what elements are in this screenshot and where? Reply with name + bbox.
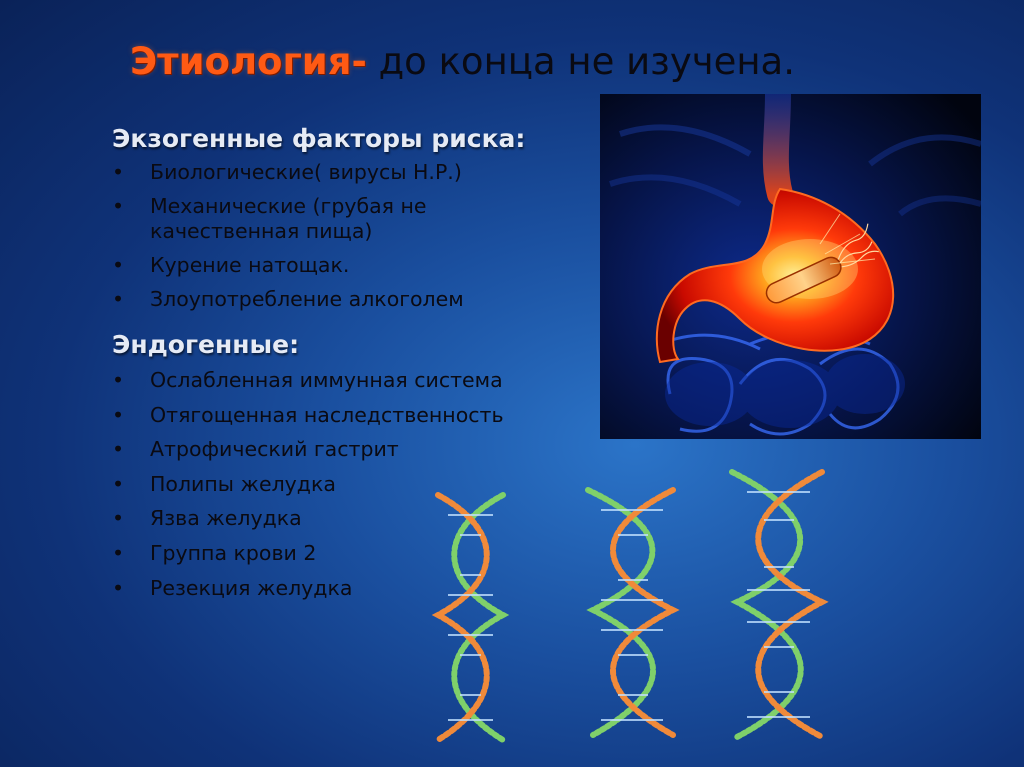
slide-title bbox=[130, 38, 795, 86]
stomach-icon bbox=[600, 94, 981, 439]
dna-illustration bbox=[573, 480, 693, 750]
bullet: • bbox=[112, 160, 125, 184]
list-item-text: Группа крови 2 bbox=[150, 540, 317, 565]
bullet: • bbox=[112, 253, 125, 277]
dna-helix-icon bbox=[573, 480, 693, 750]
dna-illustration bbox=[408, 470, 533, 760]
endogenous-heading: Эндогенные: bbox=[112, 330, 300, 359]
exogenous-list bbox=[112, 160, 532, 321]
bullet: • bbox=[112, 471, 125, 496]
bullet: • bbox=[112, 575, 125, 600]
dna-helix-icon bbox=[722, 462, 837, 747]
title-rest: до конца не изучена. bbox=[366, 40, 795, 83]
bullet: • bbox=[112, 540, 125, 565]
bullet: • bbox=[112, 368, 125, 392]
list-item-text: Отягощенная наследственность bbox=[150, 402, 504, 427]
bullet: • bbox=[112, 194, 125, 218]
list-item bbox=[112, 403, 572, 428]
list-item-text: Язва желудка bbox=[150, 506, 302, 531]
list-item bbox=[112, 160, 532, 185]
list-item-text: Полипы желудка bbox=[150, 471, 336, 496]
list-item-text: Резекция желудка bbox=[150, 575, 353, 600]
list-item bbox=[112, 437, 572, 462]
stomach-illustration bbox=[600, 94, 981, 439]
list-item-text: Злоупотребление алкоголем bbox=[150, 287, 464, 311]
list-item bbox=[112, 287, 532, 312]
dna-illustration bbox=[722, 462, 837, 747]
list-item-text: Биологические( вирусы Н.Р.) bbox=[150, 160, 462, 184]
list-item-text: Ослабленная иммунная система bbox=[150, 368, 503, 392]
list-item bbox=[112, 368, 572, 393]
bullet: • bbox=[112, 506, 125, 531]
exogenous-heading: Экзогенные факторы риска: bbox=[112, 124, 526, 153]
list-item-text: Курение натощак. bbox=[150, 253, 350, 277]
dna-helix-icon bbox=[408, 470, 533, 760]
bullet: • bbox=[112, 437, 125, 462]
list-item bbox=[112, 253, 532, 278]
list-item-text: Механические (грубая не качественная пища) bbox=[150, 194, 427, 243]
bullet: • bbox=[112, 287, 125, 311]
bullet: • bbox=[112, 402, 125, 427]
list-item bbox=[112, 194, 480, 244]
list-item-text: Атрофический гастрит bbox=[150, 437, 399, 462]
title-accent: Этиология- bbox=[130, 40, 367, 83]
